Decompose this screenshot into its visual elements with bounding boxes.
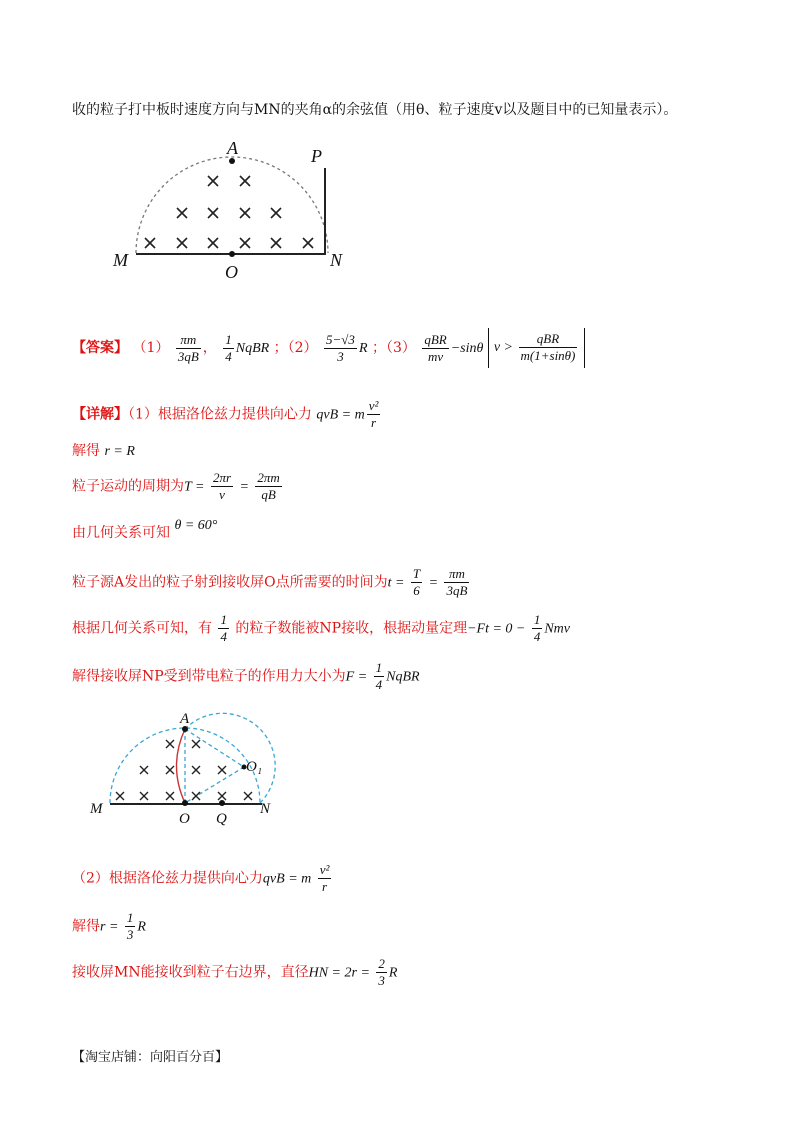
semicircle-boundary <box>136 157 328 253</box>
magnetic-field-crosses-2 <box>116 740 252 800</box>
answer-part1-label: （1） <box>132 340 170 356</box>
detail-line-2: 解得 r = R <box>72 443 135 459</box>
figure-1 <box>108 140 358 290</box>
answer1-fraction: $\frac{\pi m}{3qB}$ <box>177 331 199 364</box>
detail-line-1: 【详解】（1）根据洛伦兹力提供向心力 qvB = m $\frac{\text{v²}}{r}$ <box>72 398 379 430</box>
label-o-2: O <box>179 811 190 827</box>
label-o1: O₁ <box>246 759 263 775</box>
part2-line-2: 解得r = $\frac{1}{3}$ R <box>72 910 146 942</box>
part2-line-1: （2）根据洛伦兹力提供向心力qvB = m $\frac{\text{v²}}{r}$ <box>72 862 330 894</box>
label-m-2: M <box>90 801 103 817</box>
magnetic-field-crosses <box>145 176 313 248</box>
point-o-2 <box>182 800 188 806</box>
detail-line-6: 根据几何关系可知，有 $\frac{1}{4}$ 的粒子数能被NP接收，根据动量定理−Ft = 0 − $\frac{1}{4}$ Nmv <box>72 612 570 644</box>
detail-line-3: 粒子运动的周期为T = $\frac{2\pi r}{v}$ = $\frac{2\pi m}{qB}$ <box>72 470 280 502</box>
label-n: N <box>330 250 343 270</box>
answer3-fraction: $\frac{\text{qBR}}{mv}$ <box>424 331 447 364</box>
label-m: M <box>113 250 128 270</box>
detail-label: 【详解】 <box>72 406 128 423</box>
point-q <box>219 800 225 806</box>
label-n-2: N <box>260 801 271 817</box>
answer3-condition: v > $\frac{\text{qBR}}{m(1+\sin\theta)}$ <box>488 328 586 368</box>
answer-part3-label: ；（3） <box>371 340 416 356</box>
answer-line: 【答案】 （1） $\frac{\pi m}{3qB}$ ， $\frac{1}{4}$ NqBR ；（2） $\frac{5-√3}{3}$ R ；（3） $\frac{\text{qBR}}{mv}$ −sinθ v > $\frac{\text{qBR}}{m(1+\sin\theta)}$ <box>72 328 585 368</box>
detail-line-5: 粒子源A发出的粒子射到接收屏O点所需要的时间为t = $\frac{T}{6}$ = $\frac{\pi m}{3qB}$ <box>72 566 468 598</box>
answer1b-fraction: $\frac{1}{4}$ <box>225 331 232 364</box>
label-q: Q <box>216 811 227 827</box>
footer-shop: 【淘宝店铺：向阳百分百】 <box>72 1050 229 1065</box>
label-a: A <box>227 140 238 158</box>
point-o <box>229 251 235 257</box>
answer-label: 【答案】 <box>72 340 128 356</box>
detail-line-4: 由几何关系可知 θ = 60° <box>72 518 218 541</box>
arc-ao <box>177 729 186 803</box>
intro-text: 收的粒子打中板时速度方向与MN的夹角α的余弦值（用θ、粒子速度v以及题目中的已知量表示）。 <box>72 102 678 118</box>
label-a-2: A <box>180 711 190 727</box>
point-a <box>229 158 235 164</box>
answer-part2-label: ；（2） <box>273 340 318 356</box>
triangle-a-o1-o <box>185 729 244 803</box>
answer2-fraction: $\frac{5-√3}{3}$ <box>326 331 355 364</box>
detail-line-7: 解得接收屏NP受到带电粒子的作用力大小为F = $\frac{1}{4}$ NqBR <box>72 660 420 692</box>
figure-2 <box>84 705 284 835</box>
part2-line-3: 接收屏MN能接收到粒子右边界，直径HN = 2r = $\frac{2}{3}$ R <box>72 956 398 988</box>
label-p: P <box>311 146 322 166</box>
label-o: O <box>225 262 238 282</box>
